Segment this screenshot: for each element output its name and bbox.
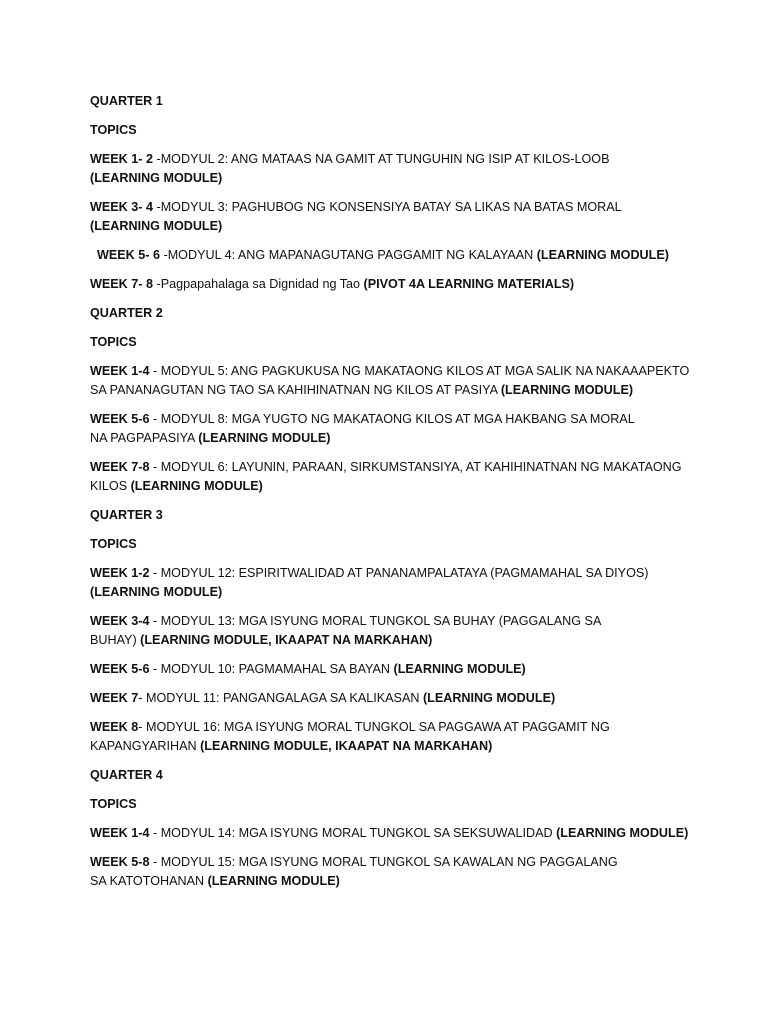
- week-entry: [90, 150, 660, 188]
- week-label: WEEK 7- 8: [90, 277, 153, 291]
- week-separator: -: [149, 855, 161, 869]
- week-entry: [97, 246, 697, 265]
- week-label: WEEK 5- 6: [97, 248, 160, 262]
- week-entry: [90, 275, 690, 294]
- week-separator: -: [152, 277, 161, 291]
- material-label: (PIVOT 4A LEARNING MATERIALS): [363, 277, 575, 291]
- week-label: WEEK 3- 4: [90, 200, 153, 214]
- topics-heading: TOPICS: [90, 797, 137, 811]
- week-label: WEEK 1- 2: [90, 152, 153, 166]
- week-separator: -: [149, 826, 161, 840]
- material-label: (LEARNING MODULE): [130, 479, 263, 493]
- week-entry: [90, 853, 620, 891]
- material-label: (LEARNING MODULE): [536, 248, 669, 262]
- week-entry: [90, 410, 650, 448]
- material-label: (LEARNING MODULE): [90, 219, 223, 233]
- week-entry: [90, 612, 650, 650]
- material-label: (LEARNING MODULE, IKAAPAT NA MARKAHAN): [140, 633, 433, 647]
- week-label: WEEK 1-2: [90, 566, 150, 580]
- week-label: WEEK 8: [90, 720, 139, 734]
- week-entry: [90, 198, 660, 236]
- topic-text: MODYUL 2: ANG MATAAS NA GAMIT AT TUNGUHIN NG ISIP AT KILOS-LOOB: [160, 152, 610, 166]
- topic-text: MODYUL 10: PAGMAMAHAL SA BAYAN: [160, 662, 394, 676]
- week-label: WEEK 7-8: [90, 460, 150, 474]
- topic-text: MODYUL 12: ESPIRITWALIDAD AT PANANAMPALATAYA (PAGMAMAHAL SA DIYOS): [160, 566, 649, 580]
- week-entry: [90, 458, 690, 496]
- topic-text: MODYUL 11: PANGANGALAGA SA KALIKASAN: [146, 691, 423, 705]
- week-separator: -: [149, 412, 161, 426]
- material-label: (LEARNING MODULE): [90, 171, 223, 185]
- week-entry: [90, 660, 690, 679]
- week-label: WEEK 5-8: [90, 855, 150, 869]
- material-label: (LEARNING MODULE): [422, 691, 556, 705]
- topic-text: Pagpapahalaga sa Dignidad ng Tao: [160, 277, 364, 291]
- week-separator: -: [138, 720, 146, 734]
- week-separator: -: [149, 460, 161, 474]
- week-entry: [90, 564, 690, 602]
- material-label: (LEARNING MODULE): [90, 585, 223, 599]
- week-separator: -: [149, 364, 161, 378]
- topic-text: MODYUL 15: MGA ISYUNG MORAL TUNGKOL SA KAWALAN NG PAGGALANG SA KATOTOHANAN: [90, 855, 618, 888]
- quarter-heading: QUARTER 2: [90, 306, 163, 320]
- material-label: (LEARNING MODULE): [207, 874, 340, 888]
- quarter-heading: QUARTER 1: [90, 94, 163, 108]
- material-label: (LEARNING MODULE): [556, 826, 689, 840]
- week-entry: [90, 824, 690, 843]
- material-label: (LEARNING MODULE): [500, 383, 634, 397]
- material-label: (LEARNING MODULE, IKAAPAT NA MARKAHAN): [200, 739, 493, 753]
- topic-text: MODYUL 8: MGA YUGTO NG MAKATAONG KILOS AT MGA HAKBANG SA MORAL NA PAGPAPASIYA: [90, 412, 635, 445]
- week-separator: -: [152, 152, 161, 166]
- week-separator: -: [149, 662, 161, 676]
- week-separator: -: [159, 248, 168, 262]
- week-label: WEEK 1-4: [90, 364, 150, 378]
- topics-heading: TOPICS: [90, 537, 137, 551]
- material-label: (LEARNING MODULE): [393, 662, 526, 676]
- quarter-heading: QUARTER 3: [90, 508, 163, 522]
- week-label: WEEK 5-6: [90, 412, 150, 426]
- week-separator: -: [149, 614, 161, 628]
- quarter-heading: QUARTER 4: [90, 768, 163, 782]
- week-entry: [90, 718, 690, 756]
- week-separator: -: [138, 691, 146, 705]
- topic-text: MODYUL 16: MGA ISYUNG MORAL TUNGKOL SA PAGGAWA AT PAGGAMIT NG KAPANGYARIHAN: [90, 720, 610, 753]
- topic-text: MODYUL 14: MGA ISYUNG MORAL TUNGKOL SA SEKSUWALIDAD: [160, 826, 557, 840]
- topic-text: MODYUL 13: MGA ISYUNG MORAL TUNGKOL SA BUHAY (PAGGALANG SA BUHAY): [90, 614, 601, 647]
- material-label: (LEARNING MODULE): [198, 431, 331, 445]
- week-label: WEEK 7: [90, 691, 139, 705]
- topics-heading: TOPICS: [90, 335, 137, 349]
- week-separator: -: [152, 200, 161, 214]
- topic-text: MODYUL 6: LAYUNIN, PARAAN, SIRKUMSTANSIYA, AT KAHIHINATNAN NG MAKATAONG KILOS: [90, 460, 682, 493]
- topics-heading: TOPICS: [90, 123, 137, 137]
- topic-text: MODYUL 3: PAGHUBOG NG KONSENSIYA BATAY SA LIKAS NA BATAS MORAL: [160, 200, 622, 214]
- week-label: WEEK 5-6: [90, 662, 150, 676]
- week-entry: [90, 689, 690, 708]
- topic-text: MODYUL 5: ANG PAGKUKUSA NG MAKATAONG KILOS AT MGA SALIK NA NAKAAAPEKTO SA PANANAGUTAN NG TAO SA KAHIHINATNAN NG KILOS AT PASIYA: [90, 364, 690, 397]
- week-entry: [90, 362, 690, 400]
- week-separator: -: [149, 566, 161, 580]
- week-label: WEEK 3-4: [90, 614, 150, 628]
- topic-text: MODYUL 4: ANG MAPANAGUTANG PAGGAMIT NG KALAYAAN: [167, 248, 537, 262]
- week-label: WEEK 1-4: [90, 826, 150, 840]
